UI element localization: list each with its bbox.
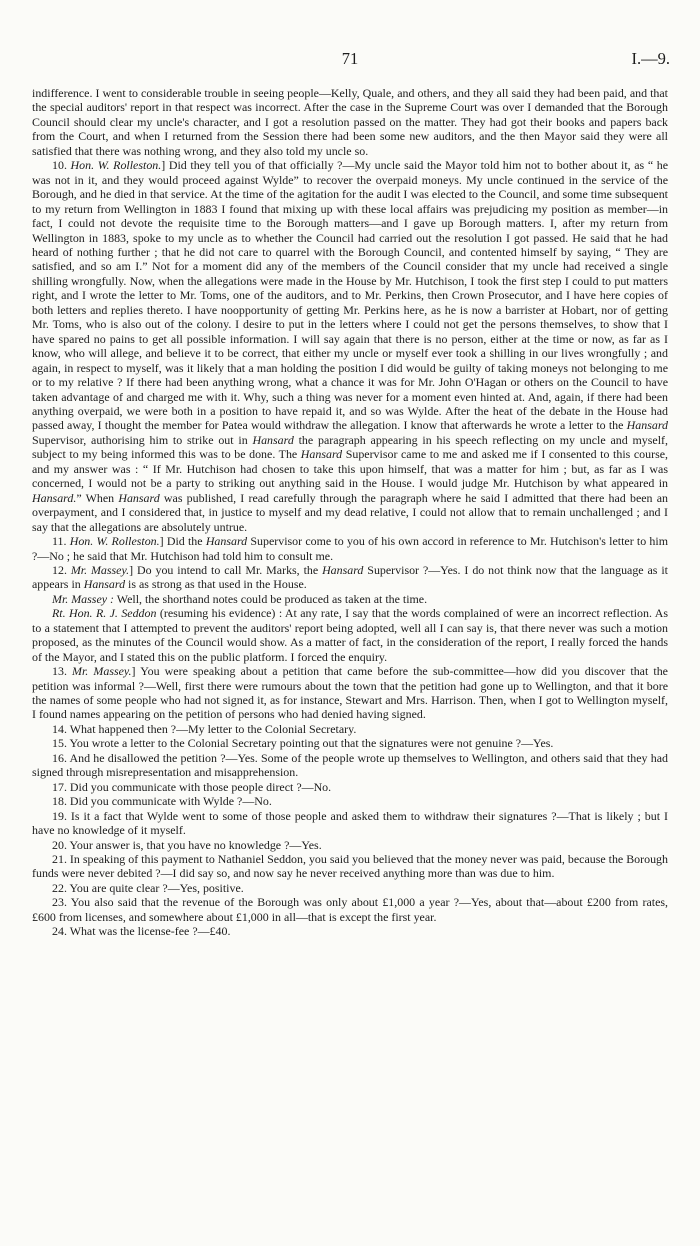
paragraph xyxy=(32,736,668,750)
text-run: ] You were speaking about a petition that came before the sub-committee—how did you discover that the petition was informal ?—Well, first there were rumours about the town that the petition had gone up to Wellington, and that it bore the names of some people who had not signed it, as for instance, Stewart and Mrs. Harrison. Then, when I got to Wellington myself, I found names appearing on the petition of persons who had denied having signed. xyxy=(32,664,668,722)
text-run: Supervisor, authorising him to strike out in xyxy=(32,432,253,447)
paragraph xyxy=(32,809,668,838)
text-run: ] Did the xyxy=(159,534,206,549)
page-number: 71 xyxy=(341,49,359,68)
paragraph xyxy=(32,563,668,592)
text-run: 14. What happened then ?—My letter to the Colonial Secretary. xyxy=(52,721,357,736)
italic-text: Rt. Hon. R. J. Seddon xyxy=(52,606,157,621)
text-run: is as strong as that used in the House. xyxy=(125,577,307,592)
paragraph xyxy=(32,722,668,736)
text-run: (resuming his evidence) : At any rate, I say that the words complained of were an incorrect reflection. As to a statement that I attempted to prevent the auditors' report being adopted, well all I can say is, that there never was such a motion proposed, as the minutes of the Council would show. As a matter of fact, in the consideration of the report, I really forced the hands of the Mayor, and I stated this on the public platform. I forced the enquiry. xyxy=(32,606,668,664)
text-run: 11. xyxy=(52,534,70,549)
italic-text: Hansard xyxy=(205,534,248,549)
paragraph xyxy=(32,606,668,664)
paragraph xyxy=(32,881,668,895)
text-run: indifference. I went to considerable trouble in seeing people—Kelly, Quale, and others, and they all said they had been paid, and that the special auditors' report in that respect was incorrect. After the case in the Supreme Court was over I demanded that the Borough Council should clear my uncle's character, and I got a resolution passed on the matter. They had got their books and papers back from the Court, and when I returned from the Session there had been some new auditors, and the then Mayor said they were all satisfied that there was nothing wrong, and they also told my uncle so. xyxy=(32,86,668,158)
text-run: 24. What was the license-fee ?—£40. xyxy=(52,924,231,939)
paragraph xyxy=(32,780,668,794)
text-run: 21. In speaking of this payment to Nathaniel Seddon, you said you believed that the money never was paid, because the Borough funds were never debited ?—I did say so, and now say he never received anything more than was due to him. xyxy=(32,852,668,881)
text-run: 15. You wrote a letter to the Colonial Secretary pointing out that the signatures were not genuine ?—Yes. xyxy=(52,736,554,751)
text-run: was published, I read carefully through the paragraph where he said I admitted that there had been an overpayment, and I considered that, in justice to myself and my dead relative, I could not allow that to remain unchallenged ; and I say that the allegations are absolutely untrue. xyxy=(32,490,668,534)
paragraph xyxy=(32,852,668,881)
text-run: ] Did they tell you of that officially ?—My uncle said the Mayor told him not to bother about it, as “ he was not in it, and they would proceed against Wylde” to recover the overpaid moneys. My uncle continued in the service of the Borough, and he died in that service. At the time of the agitation for the audit I was elected to the Council, and some time subsequent to my return from Wellington in 1883 I found that mixing up with these local affairs was prejudicing my position as member—in fact, I could not devote the requisite time to the Borough matters—and I gave up Borough matters. I, after my return from Wellington in 1883, spoke to my uncle as to whether the Council had carried out the resolution I got passed. He said that he had heard of nothing further ; that he did not care to quarrel with the Borough Council, and contented himself by saying, “ They are satisfied, and so am I.” Not for a moment did any of the members of the Council consider that my uncle had received a single shilling wrongfully. Now, when the allegations were made in the House by Mr. Hutchison, I took the first step I could to put matters right, and I wrote the letter to Mr. Toms, one of the auditors, and to Mr. Perkins, then Crown Prosecutor, and I have here copies of both letters and replies thereto. I have noopportunity of getting Mr. Perkins here, as he is now a barrister at Hobart, nor of getting Mr. Toms, who is also out of the colony. I desire to put in the letters where I could not get the persons themselves, to show that I have spared no pains to get all possible information. I will say again that there is no person, either at the time or now, as far as I know, who will allege, and believe it to be correct, that either my uncle or myself ever took a shilling in our lives wrongfully ; and again, in respect to myself, was it likely that a man holding the position I did would be guilty of taking moneys not belonging to me or to my relative ? If there had been anything wrong, what a chance it was for Mr. John O'Hagan or others on the Council to have taken advantage of and charged me with it. Why, such a thing was never for a moment even hinted at. And, again, if there had been anything overpaid, we were both in a position to have repaid it, and so was Wylde. After the heat of the debate in the House had passed away, I thought the member for Patea would withdraw the allegation. I know that afterwards he wrote a letter to the xyxy=(32,158,669,433)
paragraph xyxy=(32,158,668,534)
text-run: the paragraph appearing in his speech reflecting on my uncle and myself, subject to my being informed this was to be done. The xyxy=(32,432,668,462)
paragraph xyxy=(32,794,668,808)
text-run: 16. And he disallowed the petition ?—Yes. Some of the people wrote up themselves to Wellington, and others said that they had signed through misrepresentation and misapprehension. xyxy=(32,750,668,780)
text-run: Well, the shorthand notes could be produced as taken at the time. xyxy=(114,591,428,606)
text-run: 12. xyxy=(52,562,71,577)
text-run: Supervisor come to you of his own accord in reference to Mr. Hutchison's letter to him ?—No ; he said that Mr. Hutchison had told him to consult me. xyxy=(32,534,669,563)
text-run: 20. Your answer is, that you have no knowledge ?—Yes. xyxy=(52,837,322,852)
paragraph xyxy=(32,924,668,938)
italic-text: Hansard xyxy=(300,447,343,462)
text-run: ] Do you intend to call Mr. Marks, the xyxy=(129,562,323,577)
text-run: 23. You also said that the revenue of the Borough was only about £1,000 a year ?—Yes, about that—about £200 from rates, £600 from licenses, and somewhere about £1,000 in all—that is except the first year. xyxy=(32,895,668,924)
text-run: 10. xyxy=(52,158,71,173)
italic-text: Hon. W. Rolleston. xyxy=(69,534,160,549)
text-run: 22. You are quite clear ?—Yes, positive. xyxy=(52,880,244,895)
text-run: Supervisor came to me and asked me if I consented to this course, and my answer was : “ If Mr. Hutchison had chosen to take this upon himself, that was a matter for him ; but, as far as I was concerned, I would not be a party to striking out anything said in the House. I would judge Mr. Hutchison by what appeared in xyxy=(32,447,668,491)
italic-text: Hon. W. Rolleston. xyxy=(70,158,162,173)
paragraph xyxy=(32,751,668,780)
italic-text: Hansard xyxy=(626,418,668,433)
italic-text: Hansard. xyxy=(32,490,77,505)
italic-text: Hansard xyxy=(252,432,294,447)
italic-text: Mr. Massey. xyxy=(70,562,130,577)
paragraph xyxy=(32,534,668,563)
italic-text: Hansard xyxy=(83,577,126,592)
paragraph xyxy=(32,895,668,924)
paragraph xyxy=(32,838,668,852)
text-run: Supervisor ?—Yes. I do not think now that the language as it appears in xyxy=(32,562,668,592)
italic-text: Hansard xyxy=(322,562,364,577)
evidence-text xyxy=(32,86,668,939)
italic-text: Mr. Massey. xyxy=(72,664,132,679)
page-header xyxy=(0,49,700,71)
text-run: 19. Is it a fact that Wylde went to some of those people and asked them to withdraw their signatures ?—That is likely ; but I have no knowledge of it myself. xyxy=(32,808,668,838)
paragraph xyxy=(32,592,668,606)
text-run: ” When xyxy=(76,490,119,505)
paragraph xyxy=(32,86,668,158)
text-run: 13. xyxy=(52,664,73,679)
paragraph xyxy=(32,664,668,722)
italic-text: Mr. Massey : xyxy=(52,591,114,606)
text-run: 18. Did you communicate with Wylde ?—No. xyxy=(52,794,272,809)
document-reference: I.—9. xyxy=(631,49,670,68)
italic-text: Hansard xyxy=(118,490,160,505)
text-run: 17. Did you communicate with those people direct ?—No. xyxy=(52,779,332,794)
